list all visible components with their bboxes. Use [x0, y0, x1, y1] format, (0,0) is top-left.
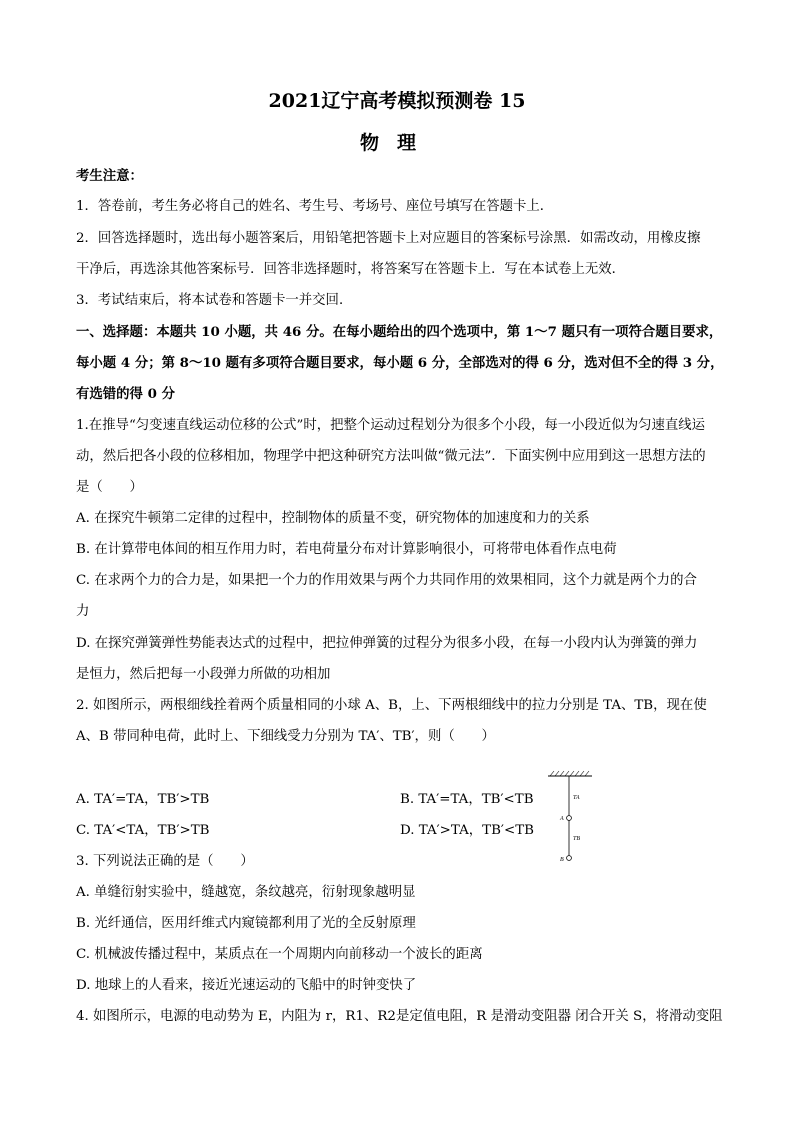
notice-item: 干净后，再选涂其他答案标号．回答非选择题时，将答案写在答题卡上．写在本试卷上无效． [76, 262, 626, 277]
q1-option-b: B. 在计算带电体间的相互作用力时，若电荷量分布对计算影响很小，可将带电体看作点电荷 [76, 542, 617, 557]
section-heading: 每小题 4 分；第 8～10 题有多项符合题目要求，每小题 6 分，全部选对的得 6 分，选对但不全的得 3 分， [76, 355, 724, 371]
q1-option-d: D. 在探究弹簧弹性势能表达式的过程中，把拉伸弹簧的过程分为很多小段，在每一小段内认为弹簧的弹力 [76, 636, 698, 651]
q1-option-d-cont: 是恒力，然后把每一小段弹力所做的功相加 [76, 667, 331, 682]
q4-stem: 4. 如图所示，电源的电动势为 E，内阻为 r，R1、R2是定值电阻，R 是滑动变阻器 闭合开关 S，将滑动变阻 [76, 1009, 723, 1024]
q3-option-c: C. 机械波传播过程中，某质点在一个周期内向前移动一个波长的距离 [76, 947, 483, 962]
q2-option-b: B. TA′=TA，TB′<TB [400, 792, 534, 807]
label-a: A [560, 816, 564, 822]
section-heading: 一、选择题：本题共 10 小题，共 46 分。在每小题给出的四个选项中，第 1～7 题只有一项符合题目要求， [76, 324, 723, 340]
q3-option-a: A. 单缝衍射实验中，缝越宽，条纹越亮，衍射现象越明显 [76, 885, 416, 900]
exam-subject: 物理 [359, 132, 434, 154]
exam-title: 2021辽宁高考模拟预测卷 15 [268, 90, 526, 112]
q3-option-d: D. 地球上的人看来，接近光速运动的飞船中的时钟变快了 [76, 978, 417, 993]
label-tb: TB [573, 836, 581, 842]
q1-option-c: C. 在求两个力的合力是，如果把一个力的作用效果与两个力共同作用的效果相同，这个力就是两个力的合 [76, 573, 697, 588]
q1-stem: 1.在推导“匀变速直线运动位移的公式”时，把整个运动过程划分为很多个小段，每一小段近似为匀速直线运 [76, 418, 706, 433]
q1-stem: 动，然后把各小段的位移相加，物理学中把这种研究方法叫做“微元法”．下面实例中应用到这一思想方法的 [76, 449, 706, 464]
ceiling-hatch [548, 771, 592, 776]
section-heading: 有选错的得 0 分 [76, 386, 175, 402]
q2-option-c: C. TA′<TA，TB′>TB [76, 823, 210, 838]
notice-item: 3．考试结束后，将本试卷和答题卡一并交回． [76, 293, 353, 308]
ball-a [567, 816, 572, 821]
q2-option-a: A. TA′=TA，TB′>TB [76, 792, 210, 807]
label-b: B [560, 857, 564, 863]
q1-option-c-cont: 力 [76, 604, 90, 619]
notice-item: 1．答卷前，考生务必将自己的姓名、考生号、考场号、座位号填写在答题卡上． [76, 199, 554, 214]
notice-item: 2．回答选择题时，选出每小题答案后，用铅笔把答题卡上对应题目的答案标号涂黑．如需改动，用橡皮擦 [76, 231, 701, 246]
q2-stem: 2. 如图所示，两根细线拴着两个质量相同的小球 A、B，上、下两根细线中的拉力分别是 TA、TB，现在使 [76, 698, 707, 713]
q1-stem: 是（ ） [76, 480, 143, 495]
q3-stem: 3. 下列说法正确的是（ ） [76, 854, 254, 869]
q2-stem: A、B 带同种电荷，此时上、下细线受力分别为 TA′、TB′，则（ ） [76, 729, 495, 744]
q2-option-d: D. TA′>TA，TB′<TB [400, 823, 534, 838]
q1-option-a: A. 在探究牛顿第二定律的过程中，控制物体的质量不变，研究物体的加速度和力的关系 [76, 511, 590, 526]
label-ta: TA [573, 795, 580, 801]
notice-heading: 考生注意： [76, 168, 143, 184]
q3-option-b: B. 光纤通信，医用纤维式内窥镜都利用了光的全反射原理 [76, 916, 416, 931]
